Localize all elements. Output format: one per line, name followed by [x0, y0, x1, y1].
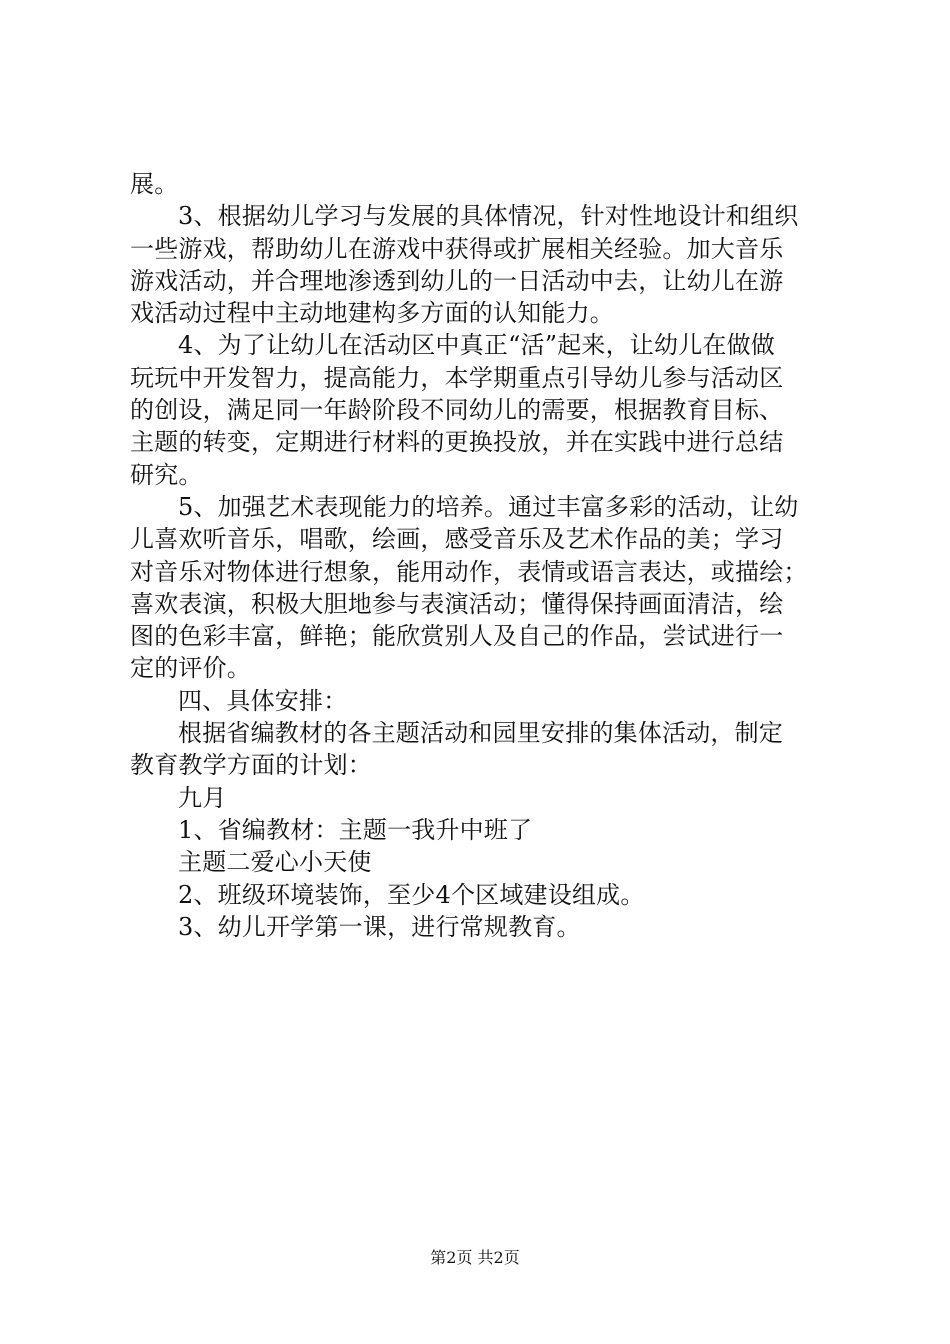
month-label: 九月 [178, 783, 227, 812]
text-line: 图的色彩丰富，鲜艳；能欣赏别人及自己的作品，尝试进行一 [130, 622, 784, 651]
text-line: 喜欢表演，积极大胆地参与表演活动；懂得保持画面清洁，绘 [130, 589, 784, 618]
text-line: 一些游戏，帮助幼儿在游戏中获得或扩展相关经验。加大音乐 [130, 234, 784, 263]
text-line: 主题的转变，定期进行材料的更换投放，并在实践中进行总结 [130, 428, 784, 457]
text-line: 3、根据幼儿学习与发展的具体情况，针对性地设计和组织 [178, 202, 799, 231]
text-line: 玩玩中开发智力，提高能力，本学期重点引导幼儿参与活动区 [130, 363, 784, 392]
list-item: 3、幼儿开学第一课，进行常规教育。 [178, 912, 581, 941]
text-line: 对音乐对物体进行想象，能用动作，表情或语言表达，或描绘； [130, 557, 808, 586]
text-line: 儿喜欢听音乐，唱歌，绘画，感受音乐及艺术作品的美；学习 [130, 525, 784, 554]
text-line: 4、为了让幼儿在活动区中真正“活”起来，让幼儿在做做 [178, 331, 776, 360]
list-item: 1、省编教材：主题一我升中班了 [178, 815, 533, 844]
document-body [130, 168, 830, 943]
text-line: 游戏活动，并合理地渗透到幼儿的一日活动中去，让幼儿在游 [130, 266, 784, 295]
page-footer: 第2页 共2页 [430, 1248, 520, 1267]
text-line: 教育教学方面的计划： [130, 751, 372, 780]
text-line: 定的评价。 [130, 654, 251, 683]
text-line: 根据省编教材的各主题活动和园里安排的集体活动，制定 [178, 719, 783, 748]
text-line: 5、加强艺术表现能力的培养。通过丰富多彩的活动，让幼 [178, 492, 799, 521]
text-line: 戏活动过程中主动地建构多方面的认知能力。 [130, 299, 614, 328]
list-item: 2、班级环境装饰，至少4个区域建设组成。 [178, 880, 645, 909]
list-item: 主题二爱心小天使 [178, 848, 372, 877]
text-line: 研究。 [130, 460, 203, 489]
text-line: 的创设，满足同一年龄阶段不同幼儿的需要，根据教育目标、 [130, 396, 784, 425]
section-heading: 四、具体安排： [178, 686, 348, 715]
text-line: 展。 [130, 170, 179, 198]
